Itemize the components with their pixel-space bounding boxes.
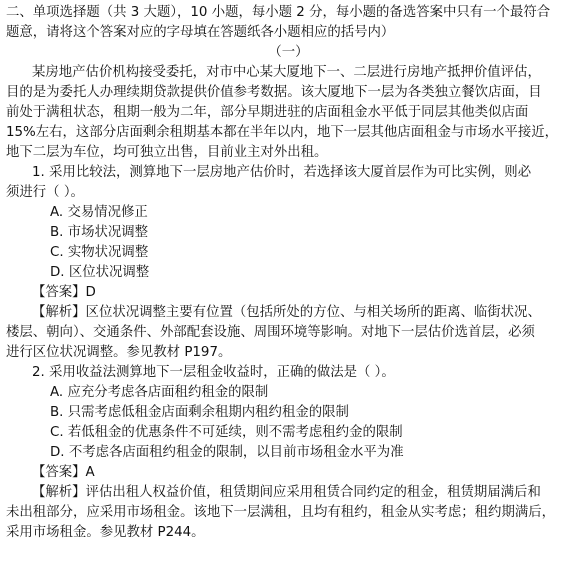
option-a: A. 应充分考虑各店面租约租金的限制	[50, 385, 269, 400]
question-2	[6, 363, 571, 543]
passage-line-2: 目的是为委托人办理续期贷款提供价值参考数据。该大厦地下一层为各类独立餐饮店面，目	[6, 85, 542, 100]
analysis-line-2: 楼层、朝向）、交通条件、外部配套设施、周围环境等影响。对地下一层估价选首层，必须	[6, 325, 535, 340]
passage-line-5: 地下二层为车位，均可独立出售，目前业主对外出租。	[6, 145, 328, 160]
analysis-line-2: 未出租部分，应采用市场租金。该地下一层满租，且均有租约，租金从实考虑；租约期满后，	[6, 505, 556, 520]
question-stem-line-1: 2. 采用收益法测算地下一层租金收益时，正确的做法是（ ）。	[32, 365, 395, 380]
option-b: B. 只需考虑低租金店面剩余租期内租约租金的限制	[50, 405, 349, 420]
analysis-line-1: 【解析】评估出租人权益价值，租赁期间应采用租赁合同约定的租金，租赁期届满后和	[32, 485, 541, 500]
analysis-line-3: 进行区位状况调整。参见教材 P197。	[6, 345, 232, 360]
passage	[6, 63, 571, 163]
passage-line-4: 15%左右，这部分店面剩余租期基本都在半年以内，地下一层其他店面租金与市场水平接近，	[6, 125, 558, 140]
option-a: A. 交易情况修正	[50, 205, 148, 220]
section-header-line-1: 二、单项选择题（共 3 大题），10 小题，每小题 2 分，每小题的备选答案中只有一个最符合	[6, 5, 551, 20]
question-1	[6, 163, 571, 363]
option-b: B. 市场状况调整	[50, 225, 149, 240]
option-d: D. 区位状况调整	[50, 265, 150, 280]
analysis-line-3: 采用市场租金。参见教材 P244。	[6, 525, 205, 540]
question-stem-line-2: 须进行（ ）。	[6, 185, 84, 200]
passage-line-3: 前处于满租状态，租期一般为二年，部分早期进驻的店面租金水平低于同层其他类似店面	[6, 105, 529, 120]
answer: 【答案】A	[32, 465, 95, 480]
answer: 【答案】D	[32, 285, 96, 300]
question-stem-line-1: 1. 采用比较法，测算地下一层房地产估价时，若选择该大厦首层作为可比实例，则必	[32, 165, 532, 180]
analysis-line-1: 【解析】区位状况调整主要有位置（包括所处的方位、与相关场所的距离、临街状况、	[32, 305, 541, 320]
section-header-line-2: 题意，请将这个答案对应的字母填在答题纸各小题相应的括号内）	[6, 25, 395, 40]
option-c: C. 实物状况调整	[50, 245, 149, 260]
option-c: C. 若低租金的优惠条件不可延续，则不需考虑租约金的限制	[50, 425, 403, 440]
group-label: （一）	[268, 45, 309, 60]
passage-line-1: 某房地产估价机构接受委托，对市中心某大厦地下一、二层进行房地产抵押价值评估，	[32, 65, 541, 80]
option-d: D. 不考虑各店面租约租金的限制，以目前市场租金水平为准	[50, 445, 404, 460]
